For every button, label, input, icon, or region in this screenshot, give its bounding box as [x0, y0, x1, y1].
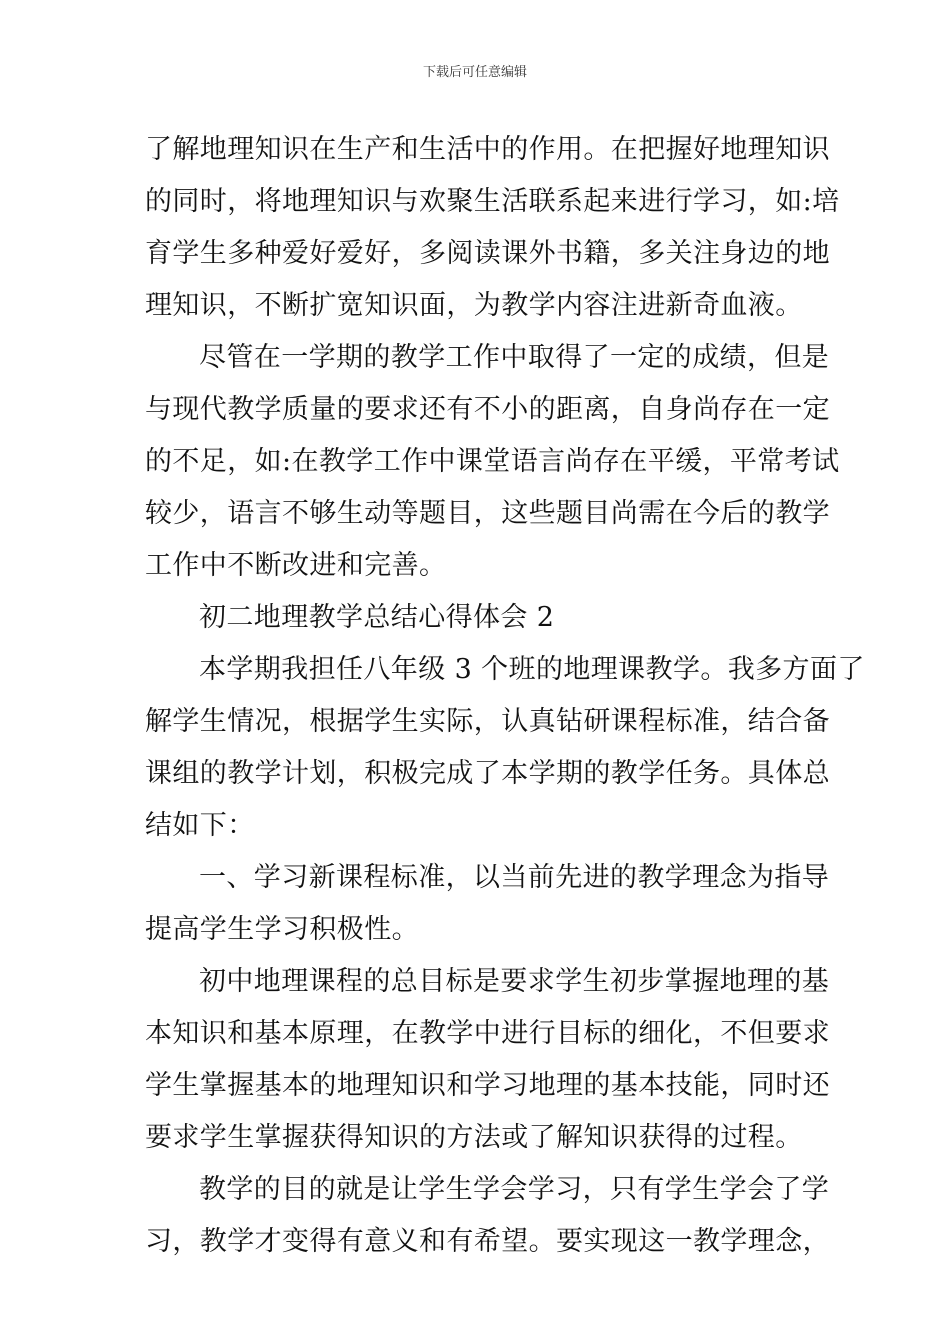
page-header-note: 下载后可任意编辑 [422, 65, 527, 80]
text-line: 育学生多种爱好爱好，多阅读课外书籍，多关注身边的地 [145, 238, 830, 269]
text-line: 要求学生掌握获得知识的方法或了解知识获得的过程。 [145, 1122, 803, 1153]
text-line: 学生掌握基本的地理知识和学习地理的基本技能，同时还 [145, 1070, 830, 1101]
text-line: 工作中不断改进和完善。 [145, 550, 447, 581]
text-line: 教学的目的就是让学生学会学习，只有学生学会了学 [199, 1174, 830, 1205]
text-line: 初中地理课程的总目标是要求学生初步掌握地理的基 [199, 966, 830, 997]
text-line: 习，教学才变得有意义和有希望。要实现这一教学理念， [145, 1226, 830, 1257]
text-line: 理知识，不断扩宽知识面，为教学内容注进新奇血液。 [145, 290, 803, 321]
text-line: 了解地理知识在生产和生活中的作用。在把握好地理知识 [145, 134, 830, 165]
document-body [145, 124, 865, 1268]
section-heading: 初二地理教学总结心得体会 2 [199, 602, 555, 633]
text-line: 本知识和基本原理，在教学中进行目标的细化，不但要求 [145, 1018, 830, 1049]
text-line: 一、学习新课程标准，以当前先进的教学理念为指导 [199, 862, 830, 893]
text-line: 提高学生学习积极性。 [145, 914, 419, 945]
text-line: 解学生情况，根据学生实际，认真钻研课程标准，结合备 [145, 706, 830, 737]
text-line: 结如下： [145, 810, 255, 841]
text-line: 较少，语言不够生动等题目，这些题目尚需在今后的教学 [145, 498, 830, 529]
text-line: 尽管在一学期的教学工作中取得了一定的成绩，但是 [199, 342, 830, 373]
text-line: 本学期我担任八年级 3 个班的地理课教学。我多方面了 [199, 654, 865, 685]
text-line: 与现代教学质量的要求还有不小的距离，自身尚存在一定 [145, 394, 830, 425]
text-line: 的同时，将地理知识与欢聚生活联系起来进行学习，如:培 [145, 186, 840, 217]
text-line: 课组的教学计划，积极完成了本学期的教学任务。具体总 [145, 758, 830, 789]
text-line: 的不足，如:在教学工作中课堂语言尚存在平缓，平常考试 [145, 446, 840, 477]
